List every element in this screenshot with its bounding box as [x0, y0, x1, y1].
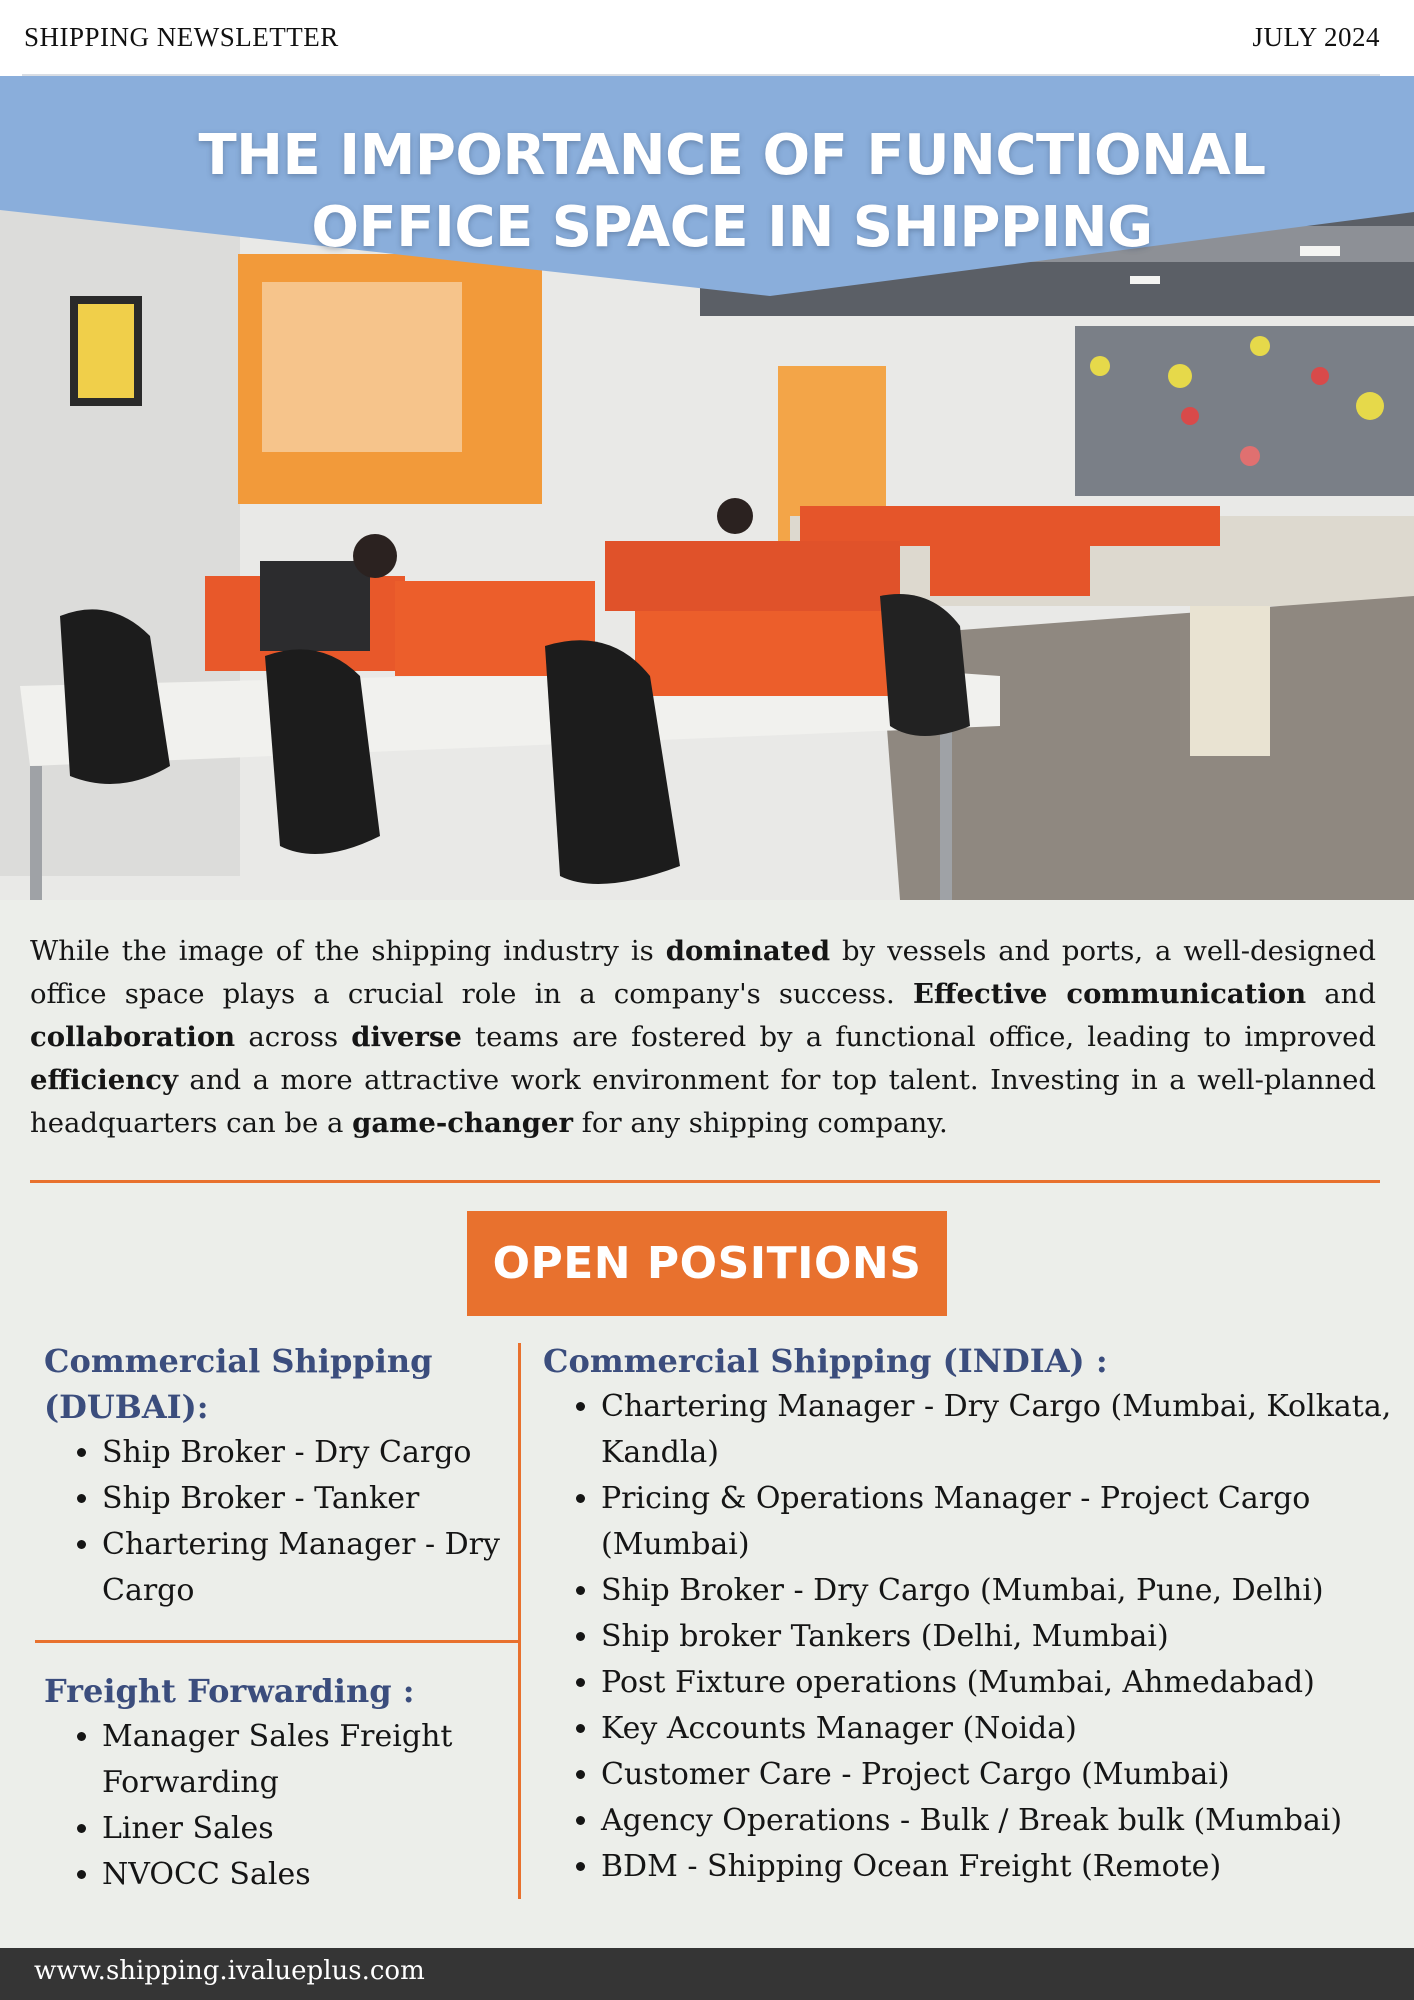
intro-highlight: efficiency: [30, 1064, 178, 1096]
list-item: • NVOCC Sales: [102, 1852, 514, 1898]
newsletter-name: SHIPPING NEWSLETTER: [24, 22, 339, 52]
list-item: • Agency Operations - Bulk / Break bulk (Mumbai): [601, 1798, 1393, 1844]
column-divider: [518, 1343, 521, 1899]
list-item: • Ship Broker - Tanker: [102, 1476, 514, 1522]
intro-highlight: collaboration: [30, 1021, 236, 1053]
intro-highlight: diverse: [351, 1021, 462, 1053]
intro-text: and: [1306, 978, 1376, 1010]
left-column-divider: [35, 1640, 520, 1643]
list-item: • Pricing & Operations Manager - Project Cargo (Mumbai): [601, 1476, 1393, 1568]
list-item: • Chartering Manager - Dry Cargo (Mumbai, Kolkata, Kandla): [601, 1384, 1393, 1476]
intro-highlight: dominated: [665, 935, 831, 967]
website-link[interactable]: www.shipping.ivalueplus.com: [34, 1956, 425, 1986]
list-item: • BDM - Shipping Ocean Freight (Remote): [601, 1844, 1393, 1890]
list-item: • Ship Broker - Dry Cargo: [102, 1430, 514, 1476]
list-item: • Key Accounts Manager (Noida): [601, 1706, 1393, 1752]
open-positions-banner: OPEN POSITIONS: [467, 1211, 947, 1316]
intro-highlight: game-changer: [352, 1107, 573, 1139]
dubai-heading: Commercial Shipping (DUBAI):: [44, 1342, 433, 1426]
intro-text: by vessels and ports, a well-designed office space plays a crucial role in a company's success.: [30, 935, 1377, 1010]
hero-section: [0, 76, 1414, 900]
list-item: • Chartering Manager - Dry Cargo: [102, 1522, 514, 1614]
freight-positions: [44, 1668, 514, 1898]
section-divider: [30, 1180, 1380, 1183]
intro-paragraph: [30, 930, 1376, 1145]
list-item: • Post Fixture operations (Mumbai, Ahmedabad): [601, 1660, 1393, 1706]
freight-list: [44, 1714, 514, 1898]
intro-highlight: Effective communication: [912, 978, 1307, 1010]
article-title: THE IMPORTANCE OF FUNCTIONAL OFFICE SPACE IN SHIPPING: [198, 123, 1266, 260]
intro-text: for any shipping company.: [573, 1107, 948, 1139]
list-item: • Customer Care - Project Cargo (Mumbai): [601, 1752, 1393, 1798]
intro-text: across: [235, 1021, 352, 1053]
list-item: • Ship broker Tankers (Delhi, Mumbai): [601, 1614, 1393, 1660]
list-item: • Liner Sales: [102, 1806, 514, 1852]
india-positions: [543, 1338, 1393, 1890]
footer-bar: [0, 1948, 1414, 2000]
intro-text: teams are fostered by a functional office, leading to improved: [461, 1021, 1376, 1053]
intro-text: While the image of the shipping industry is: [30, 935, 666, 967]
issue-date: JULY 2024: [1252, 22, 1380, 52]
india-list: [543, 1384, 1393, 1890]
list-item: • Manager Sales Freight Forwarding: [102, 1714, 514, 1806]
freight-heading: Freight Forwarding :: [44, 1672, 415, 1710]
dubai-list: [44, 1430, 514, 1614]
intro-text: and a more attractive work environment for top talent. Investing in a well-planned headquarters can be a: [30, 1064, 1376, 1139]
list-item: • Ship Broker - Dry Cargo (Mumbai, Pune, Delhi): [601, 1568, 1393, 1614]
newsletter-header: [0, 0, 1414, 76]
dubai-positions: [44, 1338, 514, 1614]
india-heading: Commercial Shipping (INDIA) :: [543, 1342, 1108, 1380]
